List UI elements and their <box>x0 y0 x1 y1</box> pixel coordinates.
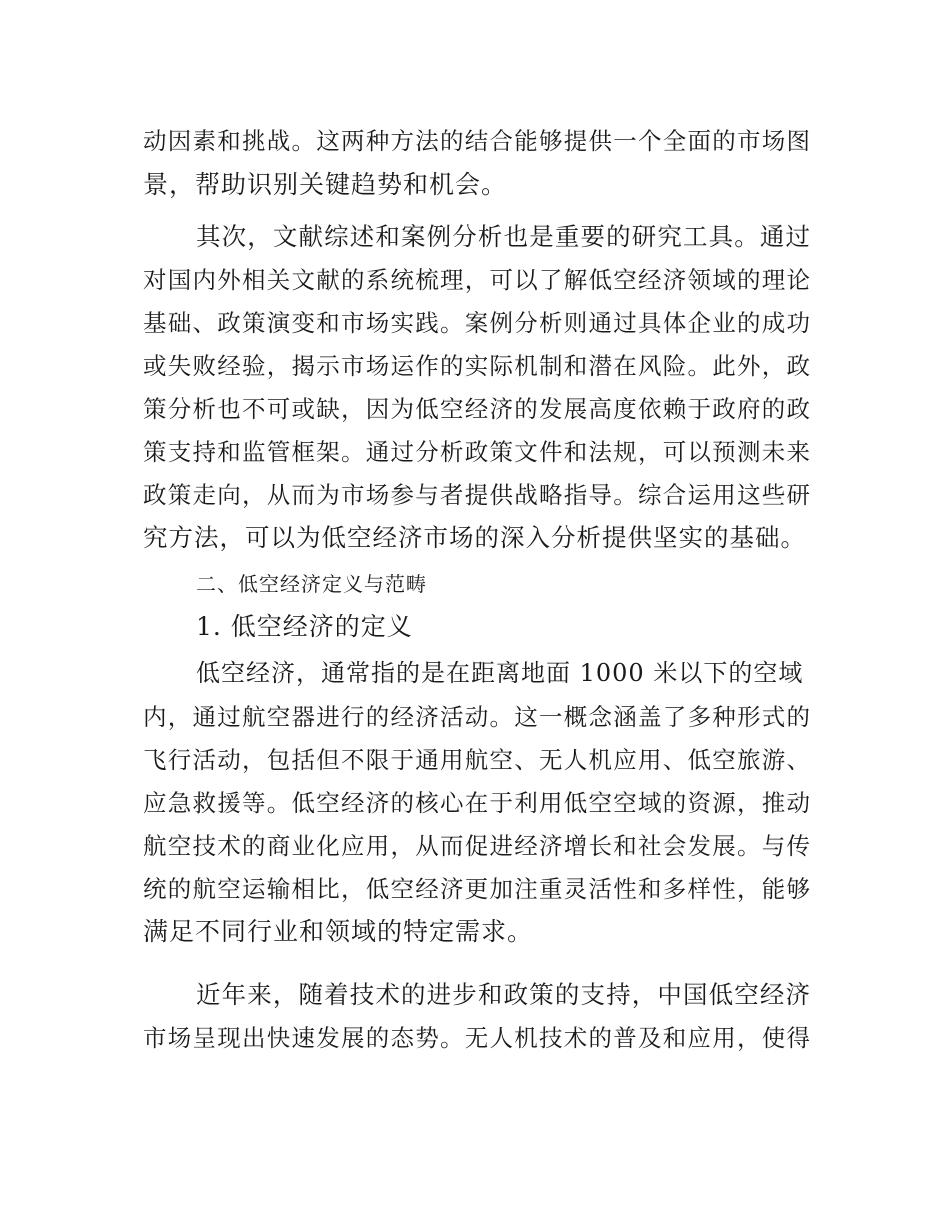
paragraph-line: 满足不同行业和领域的特定需求。 <box>143 917 534 946</box>
paragraph-line: 对国内外相关文献的系统梳理，可以了解低空经济领域的理论 <box>143 266 811 294</box>
paragraph-line: 政策走向，从而为市场参与者提供战略指导。综合运用这些研 <box>143 481 811 509</box>
paragraph-line: 动因素和挑战。这两种方法的结合能够提供一个全面的市场图 <box>143 127 811 155</box>
section-heading: 二、低空经济定义与范畴 <box>196 572 427 596</box>
paragraph-line: 其次，文献综述和案例分析也是重要的研究工具。通过 <box>196 222 811 251</box>
paragraph-line: 或失败经验，揭示市场运作的实际机制和潜在风险。此外，政 <box>143 352 811 380</box>
paragraph-line: 统的航空运输相比，低空经济更加注重灵活性和多样性，能够 <box>143 875 811 903</box>
paragraph-line: 近年来，随着技术的进步和政策的支持，中国低空经济 <box>196 980 811 1009</box>
subsection-heading: 1. 低空经济的定义 <box>196 612 413 641</box>
paragraph-line: 应急救援等。低空经济的核心在于利用低空空域的资源，推动 <box>143 789 811 817</box>
paragraph-line: 景，帮助识别关键趋势和机会。 <box>143 170 508 199</box>
paragraph-line: 究方法，可以为低空经济市场的深入分析提供坚实的基础。 <box>143 523 806 552</box>
paragraph-line: 航空技术的商业化应用，从而促进经济增长和社会发展。与传 <box>143 832 811 860</box>
paragraph-line: 市场呈现出快速发展的态势。无人机技术的普及和应用，使得 <box>143 1024 811 1052</box>
paragraph-line: 内，通过航空器进行的经济活动。这一概念涵盖了多种形式的 <box>143 703 811 731</box>
paragraph-line: 低空经济，通常指的是在距离地面 1000 米以下的空域 <box>196 659 804 687</box>
paragraph-line: 基础、政策演变和市场实践。案例分析则通过具体企业的成功 <box>143 309 811 337</box>
paragraph-line: 策分析也不可或缺，因为低空经济的发展高度依赖于政府的政 <box>143 395 811 423</box>
paragraph-line: 飞行活动，包括但不限于通用航空、无人机应用、低空旅游、 <box>143 746 811 774</box>
paragraph-line: 策支持和监管框架。通过分析政策文件和法规，可以预测未来 <box>143 438 811 466</box>
